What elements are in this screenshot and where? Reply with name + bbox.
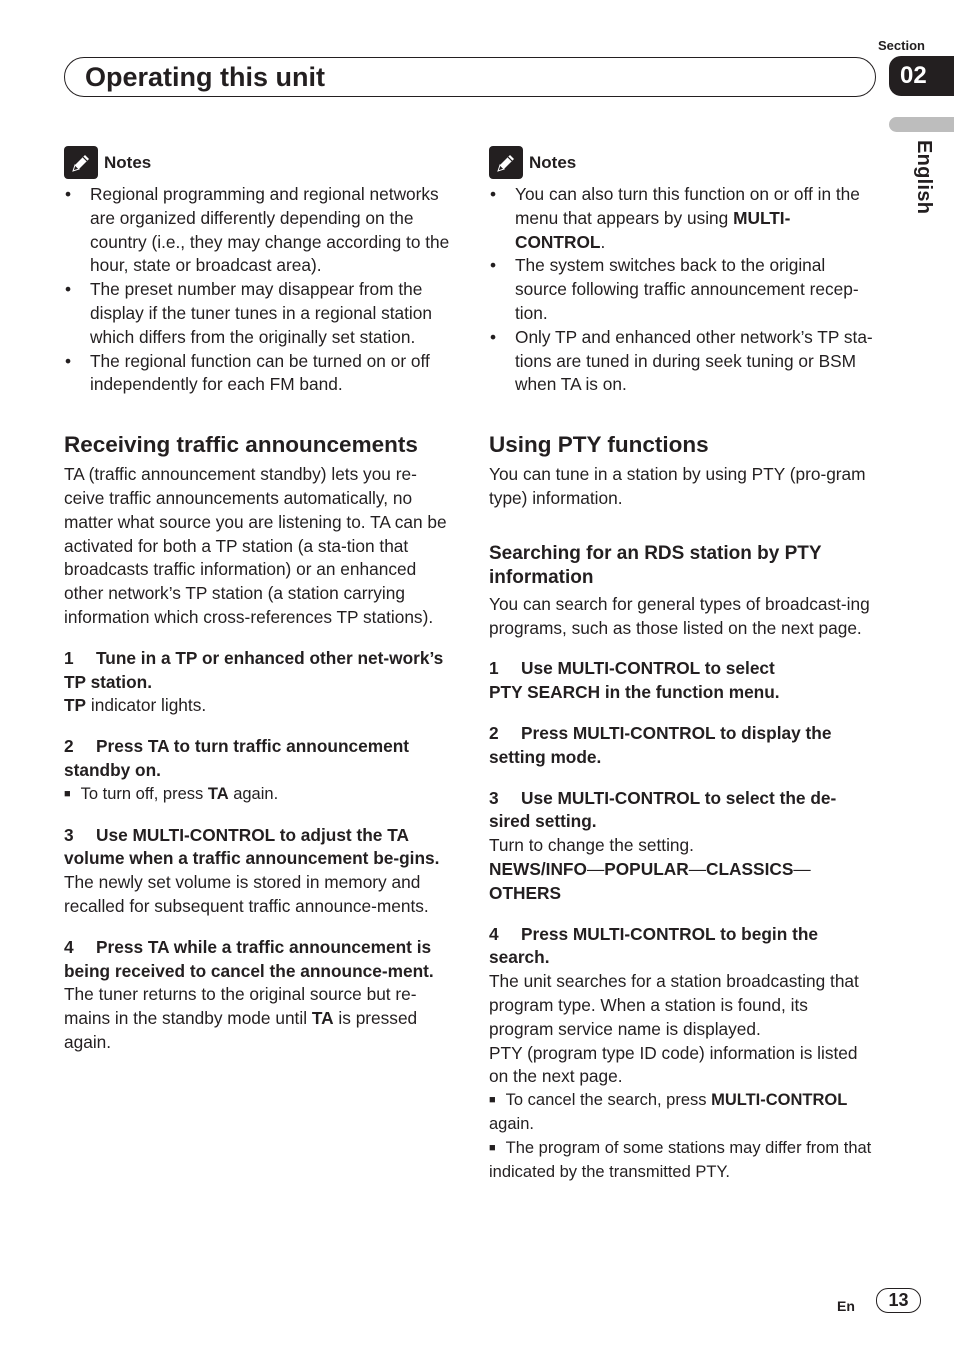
separator: — [688, 858, 706, 879]
section-intro: TA (traffic announcement standby) lets you re-ceive traffic announcements automatically, no matter what source you are listening to. TA can be activated for both a TP station (a sta-tion that broadcasts traffic information) or an enhanced other network’s TP station (a station carrying information which cross-references TP stations). [64, 464, 447, 627]
notes-list [64, 183, 450, 397]
bold-term: TP [64, 695, 87, 716]
step-title-continued: PTY SEARCH in the function menu. [489, 682, 780, 703]
step-title: Tune in a TP or enhanced other net-work’s TP station. [64, 647, 444, 692]
step-1-body [64, 694, 450, 718]
note-item: • Regional programming and regional networks are organized differently depending on the country (i.e., they may change according to the hour, state or broadcast area). [64, 183, 450, 278]
step-4-body [64, 983, 450, 1054]
setting-options [489, 858, 875, 906]
body-text: The tuner returns to the original source but re-mains in the standby mode until [64, 984, 417, 1029]
step-title: Press MULTI-CONTROL to display the setting mode. [489, 722, 832, 767]
note-item: • Only TP and enhanced other network’s TP sta-tions are tuned in during seek tuning or BSM when TA is on. [489, 326, 875, 397]
step-number: 1 [64, 647, 74, 668]
step-4-body-2: PTY (program type ID code) information is listed on the next page. [489, 1042, 858, 1087]
note-text: again. [228, 784, 279, 803]
step-number: 4 [489, 923, 499, 944]
step-title: Use MULTI-CONTROL to adjust the TA volume when a traffic announcement be-gins. [64, 824, 440, 869]
footer-language: En [837, 1298, 855, 1314]
note-text: The program of some stations may differ from that indicated by the transmitted PTY. [489, 1138, 872, 1181]
step-4-note-cancel [489, 1089, 875, 1137]
step-4-body: The unit searches for a station broadcasting that program type. When a station is found, its program service name is displayed. [489, 971, 859, 1039]
step-3-body: Turn to change the setting. [489, 835, 694, 856]
note-item [489, 183, 875, 254]
notes-header [64, 146, 450, 179]
note-item: • The system switches back to the original source following traffic announcement recep-tion. [489, 254, 875, 325]
body-text: is pressed again. [64, 1008, 418, 1052]
option-news-info: NEWS/INFO [489, 858, 587, 879]
subsection-heading: Searching for an RDS station by PTY information [489, 542, 822, 588]
notes-title: Notes [104, 152, 152, 172]
step-number: 2 [64, 736, 74, 757]
step-title: Use MULTI-CONTROL to select [521, 658, 775, 679]
step-number: 2 [489, 722, 499, 743]
bold-term: TA [311, 1008, 334, 1029]
step-2-note [64, 783, 450, 807]
section-heading: Receiving traffic announcements [64, 432, 418, 458]
language-tab-label: English [913, 140, 935, 215]
option-classics: CLASSICS [706, 858, 794, 879]
step-4-note-pty [489, 1137, 875, 1185]
step-title: Press TA while a traffic announcement is being received to cancel the announce-ment. [64, 936, 434, 981]
step-3-body: The newly set volume is stored in memory and recalled for subsequent traffic announce-ments. [64, 872, 429, 916]
notes-list [489, 183, 875, 397]
square-bullet-icon: ■ [489, 1094, 496, 1107]
bold-term: TA [207, 784, 229, 803]
body-text: indicator lights. [86, 695, 207, 716]
step-2 [489, 722, 875, 770]
note-text: . [600, 231, 606, 252]
separator: — [793, 858, 811, 879]
step-number: 4 [64, 936, 74, 957]
page-title: Operating this unit [85, 62, 325, 92]
section-label: Section [878, 38, 925, 53]
step-title: Use MULTI-CONTROL to select the de-sired setting. [489, 787, 837, 832]
note-text: You can also turn this function on or off in the menu that appears by using [515, 184, 860, 228]
step-number: 3 [489, 787, 499, 808]
left-column [64, 146, 450, 1055]
square-bullet-icon: ■ [64, 787, 71, 800]
note-text: To turn off, press [80, 784, 208, 803]
step-4 [64, 936, 450, 984]
pencil-icon [64, 146, 98, 179]
step-title: Press MULTI-CONTROL to begin the search. [489, 923, 818, 968]
step-1 [489, 657, 875, 705]
pencil-icon [489, 146, 523, 179]
step-3 [489, 787, 875, 835]
notes-header [489, 146, 875, 179]
option-others: OTHERS [489, 882, 562, 903]
language-tab-bar [889, 117, 954, 132]
step-title: Press TA to turn traffic announcement standby on. [64, 736, 410, 780]
subsection-intro: You can search for general types of broadcast-ing programs, such as those listed on the next page. [489, 593, 870, 638]
note-text: again. [489, 1114, 534, 1133]
step-2 [64, 735, 450, 783]
bold-term: MULTI-CONTROL [515, 207, 791, 252]
step-1 [64, 647, 450, 695]
section-heading: Using PTY functions [489, 432, 709, 458]
note-text: To cancel the search, press [505, 1091, 712, 1110]
step-number: 3 [64, 824, 74, 845]
section-number-tab: 02 [889, 56, 954, 96]
separator: — [586, 858, 605, 879]
square-bullet-icon: ■ [489, 1141, 496, 1154]
option-popular: POPULAR [604, 858, 689, 879]
page-number: 13 [876, 1288, 921, 1313]
right-column [489, 146, 875, 1184]
note-item: • The regional function can be turned on or off independently for each FM band. [64, 350, 450, 398]
note-item: • The preset number may disappear from the display if the tuner tunes in a regional station which differs from the originally set station. [64, 278, 450, 349]
notes-title: Notes [529, 152, 577, 172]
step-4 [489, 923, 875, 971]
section-intro: You can tune in a station by using PTY (pro-gram type) information. [489, 464, 866, 508]
bold-term: MULTI-CONTROL [711, 1091, 848, 1110]
step-number: 1 [489, 658, 499, 679]
step-3 [64, 824, 450, 872]
page-title-box [64, 57, 876, 97]
